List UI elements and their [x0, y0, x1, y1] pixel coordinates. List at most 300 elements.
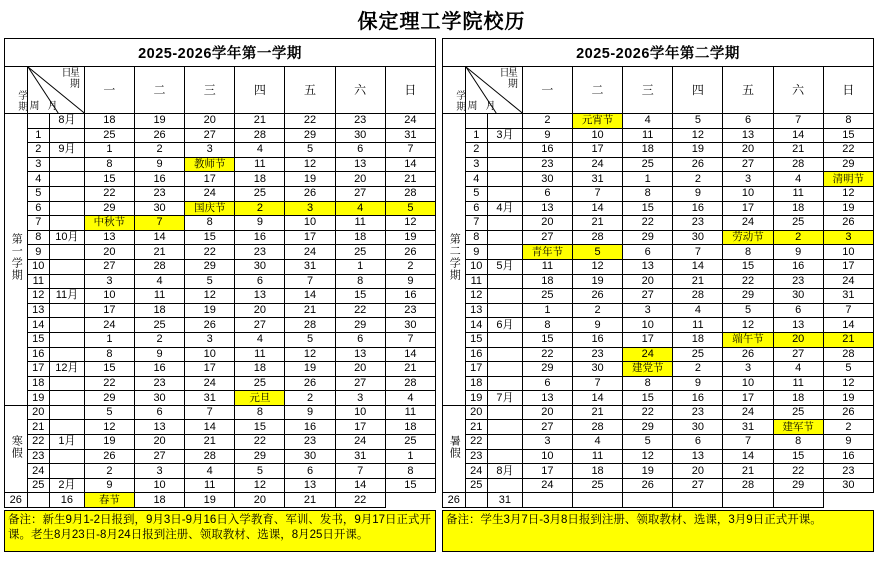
date-cell: 14 — [385, 347, 435, 362]
date-cell: 23 — [134, 376, 184, 391]
week-number-cell: 9 — [465, 245, 488, 260]
date-cell: 8 — [623, 376, 673, 391]
semester-block-label — [5, 405, 28, 493]
date-cell: 11 — [385, 405, 435, 420]
date-cell: 25 — [773, 216, 823, 231]
date-cell: 11 — [235, 347, 285, 362]
date-cell: 20 — [522, 405, 572, 420]
semester-1-table — [4, 66, 436, 508]
month-label-cell — [50, 245, 85, 260]
date-cell: 5 — [572, 245, 622, 260]
date-cell: 27 — [623, 289, 673, 304]
date-cell: 9 — [134, 157, 184, 172]
table-row — [5, 391, 436, 406]
date-cell: 13 — [235, 289, 285, 304]
date-cell: 30 — [773, 289, 823, 304]
header-weekday-sun: 日 — [385, 67, 435, 114]
date-cell: 25 — [84, 128, 134, 143]
date-cell: 23 — [773, 274, 823, 289]
date-cell: 29 — [335, 318, 385, 333]
semester-panel-2 — [442, 38, 874, 508]
month-label-cell — [488, 303, 523, 318]
table-row — [5, 274, 436, 289]
month-label-cell — [488, 114, 523, 129]
month-label-cell — [488, 245, 523, 260]
date-cell: 9 — [235, 216, 285, 231]
header-day-label: 日 — [499, 68, 510, 79]
date-cell: 16 — [823, 449, 873, 464]
table-row — [443, 128, 874, 143]
date-cell: 27 — [335, 376, 385, 391]
week-number-cell: 17 — [465, 362, 488, 377]
week-number-cell: 24 — [27, 464, 50, 479]
date-cell: 5 — [235, 464, 285, 479]
date-cell: 21 — [285, 303, 335, 318]
date-cell: 8 — [623, 186, 673, 201]
date-cell: 25 — [673, 347, 723, 362]
date-cell: 3 — [522, 435, 572, 450]
date-cell: 17 — [623, 332, 673, 347]
date-cell: 12 — [723, 318, 773, 333]
date-cell: 9 — [773, 245, 823, 260]
date-cell: 10 — [134, 478, 184, 493]
date-cell: 29 — [235, 449, 285, 464]
date-cell: 24 — [723, 405, 773, 420]
date-cell: 16 — [134, 362, 184, 377]
date-cell: 16 — [673, 391, 723, 406]
week-number-cell: 18 — [465, 376, 488, 391]
date-cell: 7 — [773, 114, 823, 129]
semester-2-body — [443, 114, 874, 508]
date-cell: 31 — [285, 259, 335, 274]
date-cell: 22 — [723, 274, 773, 289]
month-label-cell — [488, 157, 523, 172]
date-cell: 15 — [623, 391, 673, 406]
date-cell: 13 — [522, 391, 572, 406]
week-number-cell: 16 — [27, 347, 50, 362]
table-row — [443, 114, 874, 129]
week-number-cell: 16 — [465, 347, 488, 362]
date-cell: 26 — [134, 128, 184, 143]
date-cell: 23 — [385, 303, 435, 318]
date-cell: 15 — [235, 420, 285, 435]
week-number-cell: 18 — [27, 376, 50, 391]
month-label-cell — [50, 449, 85, 464]
date-cell: 21 — [235, 114, 285, 129]
date-cell: 9 — [823, 435, 873, 450]
holiday-cell: 端午节 — [723, 332, 773, 347]
date-cell: 1 — [335, 259, 385, 274]
date-cell: 27 — [335, 186, 385, 201]
week-number-cell: 13 — [465, 303, 488, 318]
date-cell: 21 — [572, 216, 622, 231]
date-cell: 17 — [522, 464, 572, 479]
date-cell: 5 — [623, 435, 673, 450]
week-number-cell: 19 — [27, 391, 50, 406]
date-cell: 14 — [335, 478, 385, 493]
week-number-cell: 22 — [27, 435, 50, 450]
date-cell: 9 — [84, 478, 134, 493]
date-cell: 15 — [773, 449, 823, 464]
table-row — [5, 464, 436, 479]
week-number-cell: 5 — [465, 186, 488, 201]
week-number-cell: 7 — [27, 216, 50, 231]
table-row — [5, 332, 436, 347]
date-cell: 18 — [134, 493, 184, 508]
date-cell: 1 — [84, 332, 134, 347]
date-cell — [723, 493, 773, 508]
header-weekday-label: 星期 — [69, 68, 80, 90]
date-cell: 3 — [723, 362, 773, 377]
header-weekday-wed: 三 — [623, 67, 673, 114]
date-cell: 20 — [235, 493, 285, 508]
date-cell: 2 — [84, 464, 134, 479]
date-cell: 31 — [385, 128, 435, 143]
date-cell: 5 — [285, 332, 335, 347]
date-cell: 20 — [673, 464, 723, 479]
date-cell: 6 — [773, 303, 823, 318]
week-number-cell: 4 — [465, 172, 488, 187]
date-cell: 17 — [723, 391, 773, 406]
header-semester-label: 学期 — [15, 90, 27, 112]
date-cell: 11 — [773, 376, 823, 391]
month-label-cell — [50, 405, 85, 420]
table-row — [5, 245, 436, 260]
week-number-cell: 23 — [465, 449, 488, 464]
date-cell: 11 — [623, 128, 673, 143]
date-cell: 14 — [773, 128, 823, 143]
date-cell: 23 — [285, 435, 335, 450]
week-number-cell: 15 — [465, 332, 488, 347]
date-cell: 27 — [723, 157, 773, 172]
date-cell: 25 — [235, 376, 285, 391]
date-cell: 17 — [572, 143, 622, 158]
header-weekday-wed: 三 — [185, 67, 235, 114]
holiday-cell: 元旦 — [235, 391, 285, 406]
month-label-cell — [50, 303, 85, 318]
table-row — [5, 128, 436, 143]
date-cell: 9 — [134, 347, 184, 362]
date-cell: 7 — [185, 405, 235, 420]
date-cell: 24 — [185, 186, 235, 201]
date-cell: 1 — [522, 303, 572, 318]
date-cell: 30 — [572, 362, 622, 377]
month-label-cell — [50, 216, 85, 231]
table-row — [443, 143, 874, 158]
date-cell: 4 — [623, 114, 673, 129]
date-cell: 29 — [723, 289, 773, 304]
week-number-cell: 7 — [465, 216, 488, 231]
date-cell: 23 — [823, 464, 873, 479]
date-cell: 27 — [134, 449, 184, 464]
note-semester-2: 备注：学生3月7日-3月8日报到注册、领取教材、选课，3月9日正式开课。 — [442, 510, 874, 552]
table-row — [5, 186, 436, 201]
date-cell: 28 — [823, 347, 873, 362]
table-row — [443, 274, 874, 289]
date-cell: 13 — [673, 449, 723, 464]
month-label-cell — [50, 157, 85, 172]
date-cell: 25 — [134, 318, 184, 333]
date-cell: 16 — [385, 289, 435, 304]
date-cell: 25 — [235, 186, 285, 201]
date-cell: 4 — [673, 303, 723, 318]
date-cell: 7 — [134, 216, 184, 231]
week-number-cell: 26 — [443, 493, 466, 508]
table-row — [5, 172, 436, 187]
table-row — [443, 186, 874, 201]
table-row — [443, 201, 874, 216]
week-number-cell: 21 — [27, 420, 50, 435]
date-cell: 13 — [134, 420, 184, 435]
date-cell: 25 — [773, 405, 823, 420]
date-cell: 2 — [572, 303, 622, 318]
date-cell: 30 — [134, 201, 184, 216]
table-row — [5, 201, 436, 216]
header-weekday-sat: 六 — [773, 67, 823, 114]
month-label-cell: 2月 — [50, 478, 85, 493]
date-cell: 29 — [84, 391, 134, 406]
date-cell: 15 — [185, 230, 235, 245]
date-cell: 6 — [522, 186, 572, 201]
date-cell: 14 — [134, 230, 184, 245]
date-cell: 14 — [673, 259, 723, 274]
table-row — [443, 157, 874, 172]
date-cell: 28 — [385, 376, 435, 391]
date-cell: 31 — [335, 449, 385, 464]
date-cell: 20 — [134, 435, 184, 450]
table-row — [5, 376, 436, 391]
date-cell: 4 — [773, 362, 823, 377]
date-cell: 21 — [285, 493, 335, 508]
table-row — [443, 332, 874, 347]
date-cell: 4 — [185, 464, 235, 479]
table-row — [5, 216, 436, 231]
table-row — [5, 405, 436, 420]
table-header-row — [443, 67, 874, 114]
date-cell: 23 — [572, 347, 622, 362]
date-cell: 1 — [385, 449, 435, 464]
date-cell: 14 — [723, 449, 773, 464]
date-cell: 11 — [235, 157, 285, 172]
date-cell: 16 — [773, 259, 823, 274]
date-cell: 6 — [623, 245, 673, 260]
date-cell: 11 — [572, 449, 622, 464]
date-cell: 12 — [285, 157, 335, 172]
date-cell: 19 — [185, 303, 235, 318]
date-cell: 25 — [385, 435, 435, 450]
month-label-cell — [50, 274, 85, 289]
header-weekday-mon: 一 — [84, 67, 134, 114]
date-cell: 7 — [385, 332, 435, 347]
date-cell: 17 — [185, 172, 235, 187]
table-row — [5, 289, 436, 304]
date-cell: 3 — [134, 464, 184, 479]
date-cell: 30 — [522, 172, 572, 187]
date-cell: 15 — [84, 362, 134, 377]
week-number-cell: 24 — [465, 464, 488, 479]
week-number-cell: 23 — [27, 449, 50, 464]
header-weekday-thu: 四 — [673, 67, 723, 114]
month-label-cell — [27, 493, 50, 508]
date-cell: 21 — [385, 362, 435, 377]
date-cell: 9 — [673, 186, 723, 201]
date-cell: 2 — [673, 172, 723, 187]
date-cell: 18 — [385, 420, 435, 435]
date-cell: 28 — [235, 128, 285, 143]
week-number-cell: 9 — [27, 245, 50, 260]
date-cell: 19 — [823, 391, 873, 406]
month-label-cell — [50, 347, 85, 362]
week-number-cell: 20 — [27, 405, 50, 420]
table-row — [443, 435, 874, 450]
date-cell: 19 — [823, 201, 873, 216]
week-number-cell: 6 — [465, 201, 488, 216]
table-row — [5, 114, 436, 129]
week-number-cell: 25 — [465, 478, 488, 493]
date-cell: 24 — [623, 347, 673, 362]
date-cell: 12 — [185, 289, 235, 304]
week-number-cell: 8 — [27, 230, 50, 245]
date-cell: 8 — [84, 347, 134, 362]
date-cell: 25 — [522, 289, 572, 304]
date-cell: 29 — [623, 420, 673, 435]
date-cell: 15 — [84, 172, 134, 187]
date-cell: 20 — [84, 245, 134, 260]
semester-block-label — [5, 114, 28, 406]
week-number-cell: 11 — [465, 274, 488, 289]
date-cell: 27 — [773, 347, 823, 362]
date-cell: 14 — [572, 201, 622, 216]
month-label-cell — [488, 274, 523, 289]
date-cell: 26 — [84, 449, 134, 464]
date-cell: 20 — [185, 114, 235, 129]
week-number-cell: 21 — [465, 420, 488, 435]
table-row — [443, 318, 874, 333]
date-cell: 12 — [623, 449, 673, 464]
date-cell: 25 — [623, 157, 673, 172]
date-cell: 31 — [488, 493, 523, 508]
month-label-cell — [488, 478, 523, 493]
date-cell: 17 — [823, 259, 873, 274]
date-cell: 8 — [773, 435, 823, 450]
date-cell: 20 — [335, 172, 385, 187]
date-cell: 21 — [723, 464, 773, 479]
table-row — [443, 362, 874, 377]
date-cell: 28 — [572, 230, 622, 245]
month-label-cell — [50, 318, 85, 333]
date-cell: 4 — [335, 201, 385, 216]
date-cell: 19 — [134, 114, 184, 129]
header-weekday-fri: 五 — [723, 67, 773, 114]
date-cell: 6 — [723, 114, 773, 129]
date-cell: 22 — [823, 143, 873, 158]
date-cell: 2 — [235, 201, 285, 216]
date-cell: 14 — [285, 289, 335, 304]
month-label-cell: 1月 — [50, 435, 85, 450]
table-row — [5, 157, 436, 172]
note-semester-1: 备注：新生9月1-2日报到，9月3日-9月16日入学教育、军训、发书，9月17日正式开课。老生8月23日-8月24日报到注册、领取教材、选课，8月25日开课。 — [4, 510, 436, 552]
date-cell: 18 — [522, 274, 572, 289]
date-cell: 29 — [522, 362, 572, 377]
date-cell: 12 — [823, 376, 873, 391]
date-cell: 22 — [335, 493, 385, 508]
date-cell: 20 — [723, 143, 773, 158]
date-cell — [522, 493, 572, 508]
date-cell: 15 — [723, 259, 773, 274]
date-cell: 29 — [823, 157, 873, 172]
date-cell: 13 — [522, 201, 572, 216]
date-cell: 10 — [522, 449, 572, 464]
date-cell: 13 — [335, 347, 385, 362]
date-cell: 12 — [823, 186, 873, 201]
date-cell: 8 — [723, 245, 773, 260]
date-cell: 16 — [50, 493, 85, 508]
week-number-cell: 3 — [27, 157, 50, 172]
date-cell: 27 — [235, 318, 285, 333]
date-cell: 4 — [385, 391, 435, 406]
date-cell — [673, 493, 723, 508]
date-cell: 11 — [335, 216, 385, 231]
date-cell: 26 — [285, 186, 335, 201]
date-cell: 24 — [385, 114, 435, 129]
date-cell: 19 — [285, 362, 335, 377]
date-cell: 17 — [285, 230, 335, 245]
semester-block-label — [443, 405, 466, 493]
date-cell: 18 — [773, 391, 823, 406]
month-label-cell — [488, 376, 523, 391]
date-cell: 24 — [522, 478, 572, 493]
date-cell: 9 — [385, 274, 435, 289]
date-cell: 8 — [823, 114, 873, 129]
date-cell: 26 — [572, 289, 622, 304]
date-cell: 21 — [385, 172, 435, 187]
month-label-cell: 10月 — [50, 230, 85, 245]
date-cell: 10 — [572, 128, 622, 143]
header-week-label: 周 — [467, 101, 478, 112]
week-number-cell: 8 — [465, 230, 488, 245]
date-cell: 26 — [185, 318, 235, 333]
month-label-cell — [50, 201, 85, 216]
table-row — [443, 259, 874, 274]
date-cell: 9 — [522, 128, 572, 143]
date-cell: 12 — [235, 478, 285, 493]
date-cell: 25 — [572, 478, 622, 493]
month-label-cell: 7月 — [488, 391, 523, 406]
date-cell: 30 — [385, 318, 435, 333]
table-row — [443, 245, 874, 260]
date-cell: 3 — [623, 303, 673, 318]
date-cell: 3 — [285, 201, 335, 216]
date-cell: 16 — [522, 143, 572, 158]
date-cell: 6 — [335, 332, 385, 347]
date-cell: 31 — [185, 391, 235, 406]
date-cell: 2 — [522, 114, 572, 129]
header-semester-cell — [5, 67, 28, 114]
date-cell: 22 — [185, 245, 235, 260]
month-label-cell — [50, 332, 85, 347]
date-cell: 16 — [673, 201, 723, 216]
date-cell: 2 — [823, 420, 873, 435]
date-cell: 21 — [185, 435, 235, 450]
date-cell: 14 — [823, 318, 873, 333]
date-cell: 6 — [335, 143, 385, 158]
month-label-cell: 8月 — [50, 114, 85, 129]
table-row — [443, 391, 874, 406]
holiday-cell: 国庆节 — [185, 201, 235, 216]
date-cell: 28 — [773, 157, 823, 172]
month-label-cell — [488, 362, 523, 377]
date-cell: 24 — [185, 376, 235, 391]
